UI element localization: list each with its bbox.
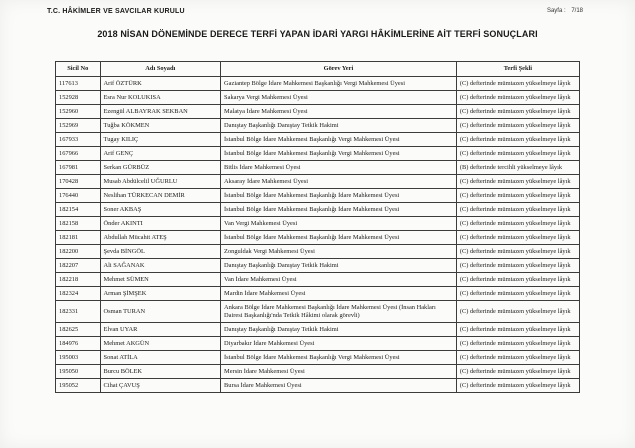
name-cell: Tugay KILIÇ	[100, 133, 221, 147]
promotion-type-cell: (C) defterinde mümtazen yükselmeye lâyık	[456, 287, 579, 301]
name-cell: Elvan UYAR	[100, 323, 221, 337]
sicil-no-cell: 167981	[56, 161, 101, 175]
name-cell: Sonat ATİLA	[100, 351, 221, 365]
promotion-type-cell: (C) defterinde mümtazen yükselmeye lâyık	[456, 133, 579, 147]
table-row	[56, 351, 580, 365]
sicil-no-cell: 182218	[56, 273, 101, 287]
column-header-promotion-type: Terfi Şekli	[456, 62, 579, 77]
promotion-type-cell: (C) defterinde mümtazen yükselmeye lâyık	[456, 175, 579, 189]
promotion-type-cell: (B) defterinde tercihli yükselmeye lâyık	[456, 161, 579, 175]
table-row	[56, 77, 580, 91]
name-cell: Şevda BİNGÖL	[100, 245, 221, 259]
promotion-type-cell: (C) defterinde mümtazen yükselmeye lâyık	[456, 301, 579, 323]
table-row	[56, 105, 580, 119]
table-row	[56, 217, 580, 231]
duty-station-cell: Bursa İdare Mahkemesi Üyesi	[221, 379, 457, 393]
sicil-no-cell: 182324	[56, 287, 101, 301]
duty-station-cell: İstanbul Bölge İdare Mahkemesi Başkanlığı Vergi Mahkemesi Üyesi	[221, 133, 457, 147]
page-number-label: Sayfa :	[546, 8, 566, 14]
table-row	[56, 231, 580, 245]
sicil-no-cell: 182625	[56, 323, 101, 337]
duty-station-cell: Danıştay Başkanlığı Danıştay Tetkik Hakimi	[221, 119, 457, 133]
name-cell: Mehmet SÜMEN	[100, 273, 221, 287]
promotion-type-cell: (C) defterinde mümtazen yükselmeye lâyık	[456, 351, 579, 365]
document-title: 2018 NİSAN DÖNEMİNDE DERECE TERFİ YAPAN İDARİ YARGI HÂKİMLERİNE AİT TERFİ SONUÇLARI	[97, 29, 538, 39]
page-number	[547, 8, 583, 14]
sicil-no-cell: 195003	[56, 351, 101, 365]
table-row	[56, 147, 580, 161]
name-cell: Abdullah Mücahit ATEŞ	[100, 231, 221, 245]
duty-station-cell: İstanbul Bölge İdare Mahkemesi Başkanlığı Vergi Mahkemesi Üyesi	[221, 351, 457, 365]
promotion-type-cell: (C) defterinde mümtazen yükselmeye lâyık	[456, 379, 579, 393]
table-row	[56, 273, 580, 287]
sicil-no-cell: 167933	[56, 133, 101, 147]
promotion-type-cell: (C) defterinde mümtazen yükselmeye lâyık	[456, 365, 579, 379]
duty-station-cell: Gaziantep Bölge İdare Mahkemesi Başkanlığı Vergi Mahkemesi Üyesi	[221, 77, 457, 91]
duty-station-cell: Danıştay Başkanlığı Danıştay Tetkik Hakimi	[221, 259, 457, 273]
promotion-type-cell: (C) defterinde mümtazen yükselmeye lâyık	[456, 77, 579, 91]
column-header-sicil-no: Sicil No	[56, 62, 101, 77]
table-row	[56, 175, 580, 189]
duty-station-cell: Ankara Bölge İdare Mahkemesi Başkanlığı İdare Mahkemesi Üyesi (İnsan Hakları Dairesi Başkanlığı'nda Tetkik Hâkimi olarak görevli)	[221, 301, 457, 323]
name-cell: Mehmet AKGÜN	[100, 337, 221, 351]
name-cell: Önder AKINTI	[100, 217, 221, 231]
table-row	[56, 161, 580, 175]
name-cell: Arif GENÇ	[100, 147, 221, 161]
sicil-no-cell: 167966	[56, 147, 101, 161]
table-row	[56, 323, 580, 337]
table-row	[56, 287, 580, 301]
sicil-no-cell: 176440	[56, 189, 101, 203]
table-row	[56, 119, 580, 133]
sicil-no-cell: 182207	[56, 259, 101, 273]
table-row	[56, 259, 580, 273]
promotion-type-cell: (C) defterinde mümtazen yükselmeye lâyık	[456, 91, 579, 105]
duty-station-cell: Malatya İdare Mahkemesi Üyesi	[221, 105, 457, 119]
sicil-no-cell: 182181	[56, 231, 101, 245]
sicil-no-cell: 182154	[56, 203, 101, 217]
sicil-no-cell: 195050	[56, 365, 101, 379]
table-row	[56, 203, 580, 217]
table-row	[56, 91, 580, 105]
name-cell: Musab Abdülcelil UĞURLU	[100, 175, 221, 189]
duty-station-cell: İstanbul Bölge İdare Mahkemesi Başkanlığı Vergi Mahkemesi Üyesi	[221, 147, 457, 161]
promotion-type-cell: (C) defterinde mümtazen yükselmeye lâyık	[456, 189, 579, 203]
duty-station-cell: Zonguldak Vergi Mahkemesi Üyesi	[221, 245, 457, 259]
duty-station-cell: Mersin İdare Mahkemesi Üyesi	[221, 365, 457, 379]
promotion-type-cell: (C) defterinde mümtazen yükselmeye lâyık	[456, 231, 579, 245]
page-number-value: 7/18	[571, 8, 583, 14]
duty-station-cell: İstanbul Bölge İdare Mahkemesi Başkanlığı İdare Mahkemesi Üyesi	[221, 231, 457, 245]
duty-station-cell: İstanbul Bölge İdare Mahkemesi Başkanlığı İdare Mahkemesi Üyesi	[221, 189, 457, 203]
duty-station-cell: Bitlis İdare Mahkemesi Üyesi	[221, 161, 457, 175]
duty-station-cell: Mardin İdare Mahkemesi Üyesi	[221, 287, 457, 301]
sicil-no-cell: 184976	[56, 337, 101, 351]
duty-station-cell: Van İdare Mahkemesi Üyesi	[221, 273, 457, 287]
name-cell: Serkan GÜRBÜZ	[100, 161, 221, 175]
table-row	[56, 189, 580, 203]
promotion-type-cell: (C) defterinde mümtazen yükselmeye lâyık	[456, 147, 579, 161]
table-row	[56, 337, 580, 351]
name-cell: Arman ŞİMŞEK	[100, 287, 221, 301]
table-row	[56, 301, 580, 323]
table-row	[56, 133, 580, 147]
sicil-no-cell: 182200	[56, 245, 101, 259]
table-row	[56, 379, 580, 393]
name-cell: Neslihan TÜRKECAN DEMİR	[100, 189, 221, 203]
table-row	[56, 365, 580, 379]
promotion-type-cell: (C) defterinde mümtazen yükselmeye lâyık	[456, 245, 579, 259]
sicil-no-cell: 170428	[56, 175, 101, 189]
sicil-no-cell: 152960	[56, 105, 101, 119]
organization-name: T.C. HÂKİMLER VE SAVCILAR KURULU	[47, 8, 185, 15]
promotion-type-cell: (C) defterinde mümtazen yükselmeye lâyık	[456, 259, 579, 273]
table-body	[56, 77, 580, 393]
duty-station-cell: Danıştay Başkanlığı Danıştay Tetkik Hakimi	[221, 323, 457, 337]
sicil-no-cell: 117613	[56, 77, 101, 91]
name-cell: Ezengül ALBAYRAK SEKBAN	[100, 105, 221, 119]
name-cell: Cihat ÇAVUŞ	[100, 379, 221, 393]
promotion-type-cell: (C) defterinde mümtazen yükselmeye lâyık	[456, 273, 579, 287]
name-cell: Soner AKBAŞ	[100, 203, 221, 217]
name-cell: Osman TURAN	[100, 301, 221, 323]
promotion-results-table	[55, 61, 580, 393]
duty-station-cell: Diyarbakır İdare Mahkemesi Üyesi	[221, 337, 457, 351]
column-header-name: Adı Soyadı	[100, 62, 221, 77]
duty-station-cell: Aksaray İdare Mahkemesi Üyesi	[221, 175, 457, 189]
sicil-no-cell: 152969	[56, 119, 101, 133]
name-cell: Esra Nur KOLUKISA	[100, 91, 221, 105]
sicil-no-cell: 195052	[56, 379, 101, 393]
sicil-no-cell: 182331	[56, 301, 101, 323]
table-row	[56, 245, 580, 259]
promotion-type-cell: (C) defterinde mümtazen yükselmeye lâyık	[456, 337, 579, 351]
column-header-duty-station: Görev Yeri	[221, 62, 457, 77]
name-cell: Ali SAĞANAK	[100, 259, 221, 273]
document-header	[47, 8, 595, 15]
name-cell: Burcu BÖLEK	[100, 365, 221, 379]
duty-station-cell: Sakarya Vergi Mahkemesi Üyesi	[221, 91, 457, 105]
duty-station-cell: Van Vergi Mahkemesi Üyesi	[221, 217, 457, 231]
promotion-type-cell: (C) defterinde mümtazen yükselmeye lâyık	[456, 119, 579, 133]
sicil-no-cell: 182158	[56, 217, 101, 231]
name-cell: Arif ÖZTÜRK	[100, 77, 221, 91]
promotion-type-cell: (C) defterinde mümtazen yükselmeye lâyık	[456, 217, 579, 231]
table-header-row	[56, 62, 580, 77]
promotion-type-cell: (C) defterinde mümtazen yükselmeye lâyık	[456, 323, 579, 337]
promotion-type-cell: (C) defterinde mümtazen yükselmeye lâyık	[456, 105, 579, 119]
name-cell: Tuğba KÖKMEN	[100, 119, 221, 133]
sicil-no-cell: 152928	[56, 91, 101, 105]
promotion-type-cell: (C) defterinde mümtazen yükselmeye lâyık	[456, 203, 579, 217]
duty-station-cell: İstanbul Bölge İdare Mahkemesi Başkanlığı İdare Mahkemesi Üyesi	[221, 203, 457, 217]
